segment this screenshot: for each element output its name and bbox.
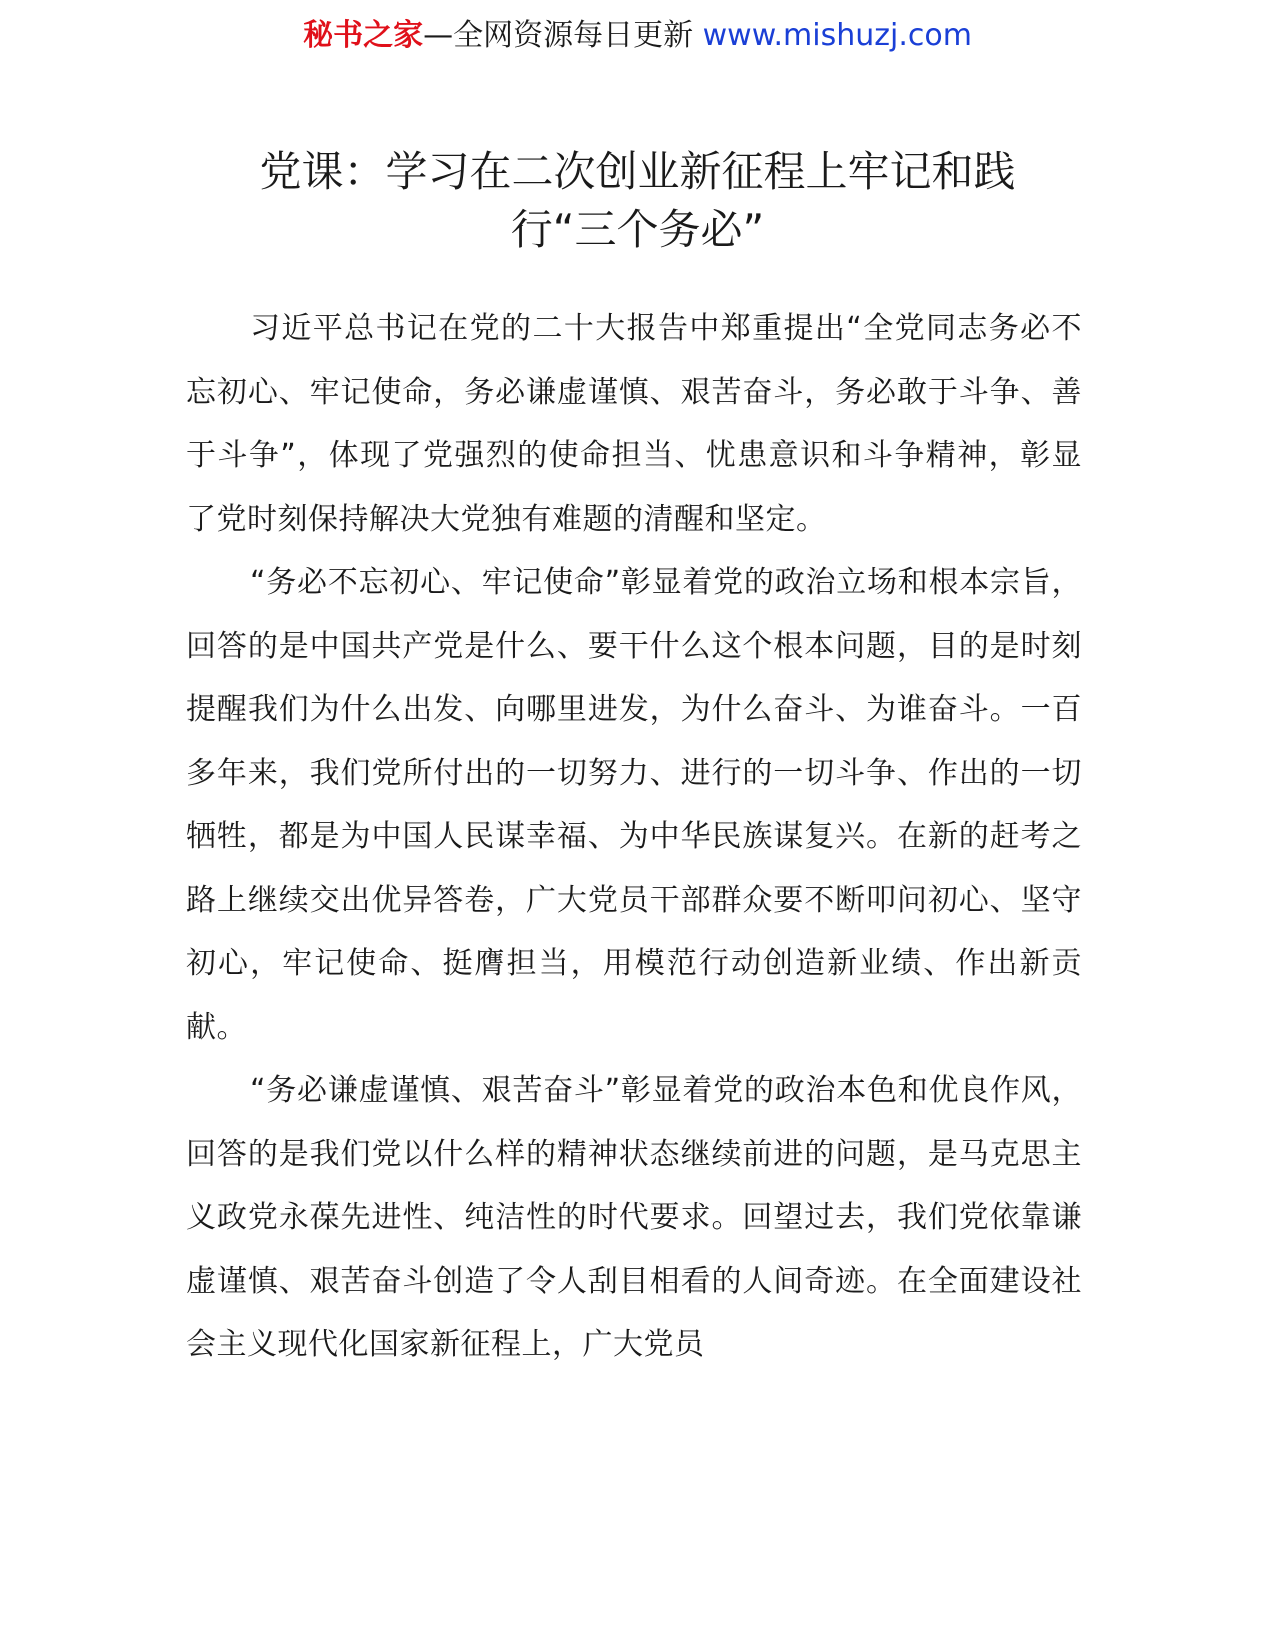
document-title	[190, 143, 1085, 259]
title-line-2: 行“三个务必”	[510, 205, 765, 254]
header-tagline: —全网资源每日更新	[423, 18, 694, 53]
site-url-link[interactable]: www.mishuzj.com	[702, 18, 972, 53]
paragraph-3: “务必谦虚谨慎、艰苦奋斗”彰显着党的政治本色和优良作风，回答的是我们党以什么样的精神状态继续前进的问题，是马克思主义政党永葆先进性、纯洁性的时代要求。回望过去，我们党依靠谦虚谨慎、艰苦奋斗创造了令人刮目相看的人间奇迹。在全面建设社会主义现代化国家新征程上，广大党员	[186, 1073, 1082, 1362]
document-body	[186, 297, 1082, 1377]
title-line-1: 党课：学习在二次创业新征程上牢记和践	[259, 147, 1016, 196]
site-header	[0, 14, 1275, 58]
paragraph-1: 习近平总书记在党的二十大报告中郑重提出“全党同志务必不忘初心、牢记使命，务必谦虚谨慎、艰苦奋斗，务必敢于斗争、善于斗争”，体现了党强烈的使命担当、忧患意识和斗争精神，彰显了党时刻保持解决大党独有难题的清醒和坚定。	[186, 311, 1082, 537]
brand-name: 秘书之家	[303, 18, 424, 53]
paragraph-2: “务必不忘初心、牢记使命”彰显着党的政治立场和根本宗旨，回答的是中国共产党是什么、要干什么这个根本问题，目的是时刻提醒我们为什么出发、向哪里进发，为什么奋斗、为谁奋斗。一百多年来，我们党所付出的一切努力、进行的一切斗争、作出的一切牺牲，都是为中国人民谋幸福、为中华民族谋复兴。在新的赶考之路上继续交出优异答卷，广大党员干部群众要不断叩问初心、坚守初心，牢记使命、挺膺担当，用模范行动创造新业绩、作出新贡献。	[186, 565, 1082, 1045]
